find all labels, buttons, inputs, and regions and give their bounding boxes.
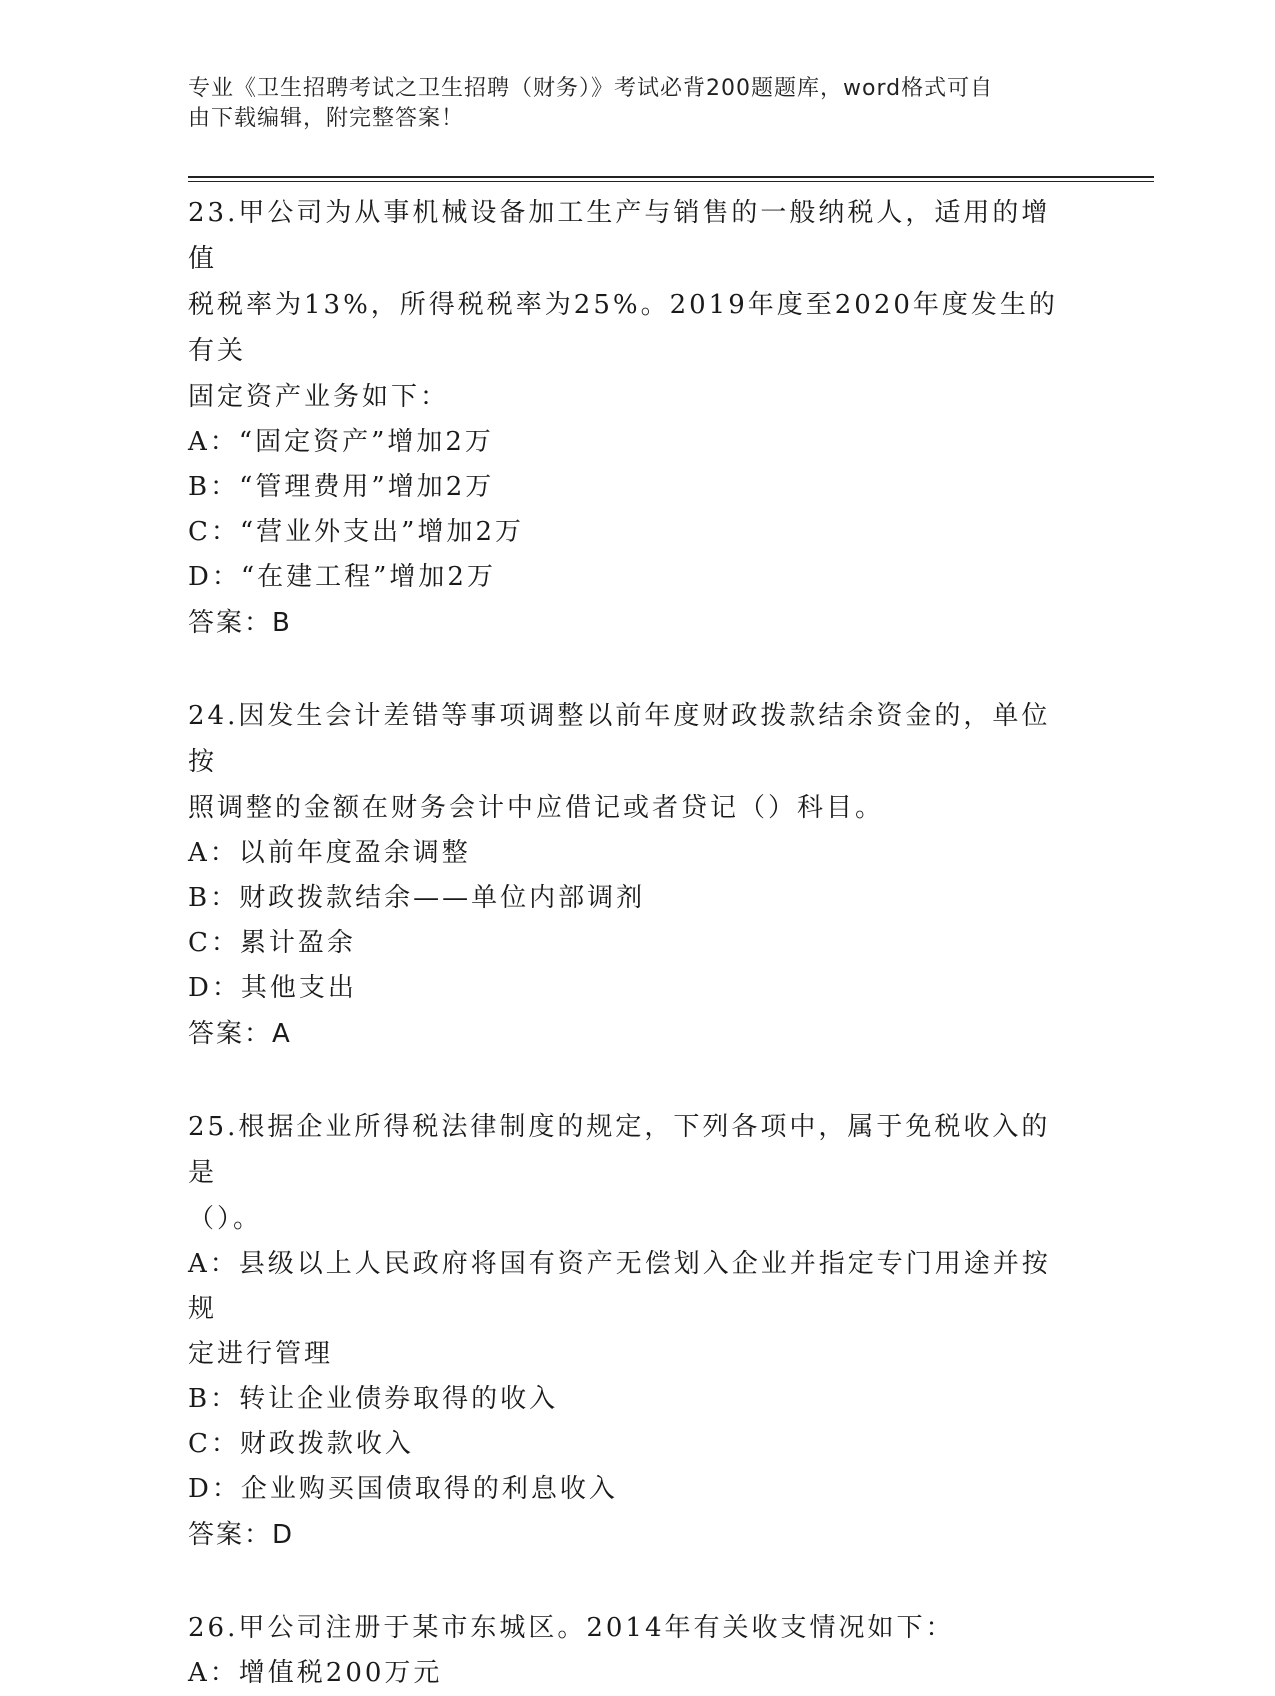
question-block (188, 1104, 1078, 1558)
option-line: 定进行管理 (188, 1339, 334, 1369)
question-spacer (188, 1558, 1078, 1605)
option-line: A：县级以上人民政府将国有资产无偿划入企业并指定专门用途并按规 (188, 1249, 1051, 1324)
question-block (188, 1605, 1078, 1696)
option-line: B：“管理费用”增加2万 (188, 472, 495, 502)
question-stem-line: 26.甲公司注册于某市东城区。2014年有关收支情况如下： (188, 1613, 955, 1643)
question-stem-line: （）。 (188, 1204, 263, 1234)
question-list (188, 190, 1078, 1696)
option-line: A：“固定资产”增加2万 (188, 427, 494, 457)
question-stem-line: 24.因发生会计差错等事项调整以前年度财政拨款结余资金的，单位按 (188, 701, 1051, 777)
option-line: D：企业购买国债取得的利息收入 (188, 1474, 618, 1504)
question-block (188, 693, 1078, 1057)
header-line-2: 由下载编辑，附完整答案！ (188, 106, 465, 131)
option-line: C：财政拨款收入 (188, 1429, 414, 1459)
question-stem-line: 25.根据企业所得税法律制度的规定，下列各项中，属于免税收入的是 (188, 1112, 1051, 1188)
header-rule-thin (188, 181, 1154, 182)
option-line: C：累计盈余 (188, 928, 356, 958)
question-stem-line: 23.甲公司为从事机械设备加工生产与销售的一般纳税人，适用的增值 (188, 198, 1051, 274)
option-line: D：其他支出 (188, 973, 357, 1003)
option-line: B：财政拨款结余——单位内部调剂 (188, 883, 646, 913)
question-stem-line: 税税率为13%，所得税税率为25%。2019年度至2020年度发生的有关 (188, 290, 1058, 366)
answer-line: 答案：D (188, 1520, 295, 1550)
option-line: D：“在建工程”增加2万 (188, 562, 496, 592)
answer-line: 答案：A (188, 1019, 292, 1049)
document-header (188, 74, 1068, 134)
question-block (188, 190, 1078, 646)
option-line: B：转让企业债券取得的收入 (188, 1384, 559, 1414)
answer-line: 答案：B (188, 608, 292, 638)
header-rule-thick (188, 176, 1154, 178)
question-stem-line: 照调整的金额在财务会计中应借记或者贷记（）科目。 (188, 793, 885, 823)
option-line: A：增值税200万元 (188, 1658, 443, 1688)
option-line: C：“营业外支出”增加2万 (188, 517, 525, 547)
header-line-1: 专业《卫生招聘考试之卫生招聘（财务）》考试必背200题题库，word格式可自 (188, 76, 994, 101)
question-spacer (188, 646, 1078, 693)
option-line: A：以前年度盈余调整 (188, 838, 471, 868)
question-spacer (188, 1057, 1078, 1104)
question-stem-line: 固定资产业务如下： (188, 382, 450, 412)
